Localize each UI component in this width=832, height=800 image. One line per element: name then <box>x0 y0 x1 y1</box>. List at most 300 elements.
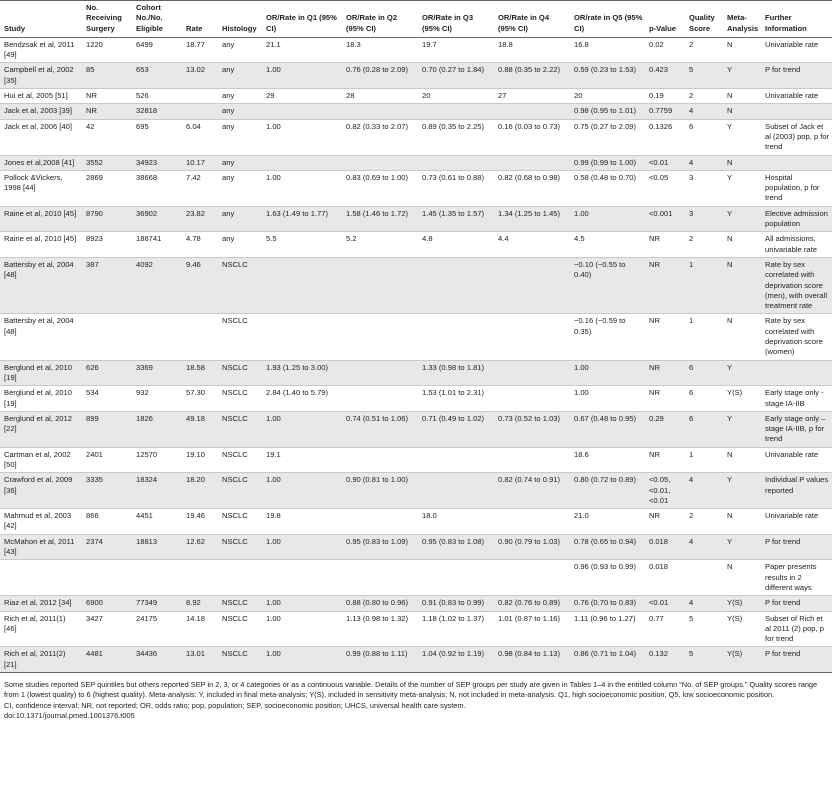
cell-or-q3 <box>418 473 494 509</box>
cell-p-value: <0.01 <box>645 596 685 611</box>
cell-further-information: Elective admission population <box>761 206 832 232</box>
cell-study: Berglund et al, 2010 [19] <box>0 386 82 412</box>
cell-histology: any <box>218 119 262 155</box>
cell-rate: 13.02 <box>182 63 218 89</box>
cell-p-value: NR <box>645 257 685 313</box>
cell-histology: NSCLC <box>218 257 262 313</box>
cell-or-q2: 0.90 (0.81 to 1.00) <box>342 473 418 509</box>
cell-rate: 19.46 <box>182 509 218 535</box>
cell-further-information: P for trend <box>761 596 832 611</box>
cell-study: Riaz et al, 2012 [34] <box>0 596 82 611</box>
table-row <box>0 360 832 386</box>
cell-rate: 13.01 <box>182 647 218 673</box>
cell-cohort-no: 1826 <box>132 411 182 447</box>
cell-study: Rich et al, 2011(1) [46] <box>0 611 82 647</box>
column-header-quality-score: Quality Score <box>685 1 723 38</box>
cell-further-information: Univariable rate <box>761 37 832 63</box>
table-row <box>0 170 832 206</box>
table-row <box>0 37 832 63</box>
cell-quality-score: 2 <box>685 89 723 104</box>
cell-p-value: NR <box>645 447 685 473</box>
cell-or-q4 <box>494 386 570 412</box>
cell-meta-analysis: N <box>723 447 761 473</box>
cell-or-q5: 21.0 <box>570 509 645 535</box>
table-row <box>0 509 832 535</box>
cell-or-q2 <box>342 447 418 473</box>
cell-or-q4: 0.82 (0.74 to 0.91) <box>494 473 570 509</box>
cell-or-q4: 4.4 <box>494 232 570 258</box>
cell-p-value: <0.001 <box>645 206 685 232</box>
cell-or-q2: 5.2 <box>342 232 418 258</box>
cell-study: Raine et al, 2010 [45] <box>0 206 82 232</box>
cell-cohort-no: 4451 <box>132 509 182 535</box>
cell-or-q3: 1.18 (1.02 to 1.37) <box>418 611 494 647</box>
cell-or-q3: 20 <box>418 89 494 104</box>
cell-or-q5: 0.75 (0.27 to 2.09) <box>570 119 645 155</box>
column-header-study: Study <box>0 1 82 38</box>
cell-or-q2 <box>342 509 418 535</box>
cell-rate: 18.77 <box>182 37 218 63</box>
cell-or-q2 <box>342 560 418 596</box>
table-row <box>0 104 832 119</box>
cell-rate: 8.92 <box>182 596 218 611</box>
cell-meta-analysis: Y(S) <box>723 386 761 412</box>
cell-p-value: 0.02 <box>645 37 685 63</box>
cell-or-q1 <box>262 155 342 170</box>
cell-histology: NSCLC <box>218 386 262 412</box>
cell-cohort-no: 34923 <box>132 155 182 170</box>
cell-or-q4: 1.34 (1.25 to 1.45) <box>494 206 570 232</box>
cell-further-information <box>761 155 832 170</box>
cell-or-q1: 1.00 <box>262 473 342 509</box>
table-header-row <box>0 1 832 38</box>
column-header-meta-analysis: Meta-Analysis <box>723 1 761 38</box>
cell-or-q2: 1.58 (1.46 to 1.72) <box>342 206 418 232</box>
cell-histology: NSCLC <box>218 314 262 360</box>
cell-study: Berglund et al, 2010 [19] <box>0 360 82 386</box>
cell-histology: NSCLC <box>218 411 262 447</box>
table-row <box>0 447 832 473</box>
cell-or-q5: 0.59 (0.23 to 1.53) <box>570 63 645 89</box>
cell-meta-analysis: Y <box>723 170 761 206</box>
cell-or-q1 <box>262 314 342 360</box>
cell-rate: 19.10 <box>182 447 218 473</box>
cell-or-q3 <box>418 257 494 313</box>
cell-or-q1: 19.8 <box>262 509 342 535</box>
column-header-histology: Histology <box>218 1 262 38</box>
cell-or-q4: 0.82 (0.76 to 0.89) <box>494 596 570 611</box>
cell-meta-analysis: N <box>723 257 761 313</box>
table-row <box>0 232 832 258</box>
cell-cohort-no: 932 <box>132 386 182 412</box>
cell-rate: 4.78 <box>182 232 218 258</box>
cell-or-q1 <box>262 104 342 119</box>
cell-p-value: 0.77 <box>645 611 685 647</box>
cell-or-q2: 0.88 (0.80 to 0.96) <box>342 596 418 611</box>
cell-no-receiving-surgery: 8790 <box>82 206 132 232</box>
cell-histology: any <box>218 37 262 63</box>
cell-further-information <box>761 104 832 119</box>
cell-p-value: NR <box>645 509 685 535</box>
cell-further-information: Subset of Rich et al 2011 (2) pop, p for trend <box>761 611 832 647</box>
cell-further-information: Subset of Jack et al (2003) pop, p for trend <box>761 119 832 155</box>
cell-rate: 9.46 <box>182 257 218 313</box>
cell-histology: any <box>218 155 262 170</box>
cell-p-value: NR <box>645 314 685 360</box>
cell-or-q2: 1.13 (0.98 to 1.32) <box>342 611 418 647</box>
table-row <box>0 314 832 360</box>
cell-or-q2: 28 <box>342 89 418 104</box>
cell-or-q5: 0.80 (0.72 to 0.89) <box>570 473 645 509</box>
cell-or-q1: 1.00 <box>262 170 342 206</box>
cell-quality-score: 1 <box>685 257 723 313</box>
cell-or-q2 <box>342 104 418 119</box>
cell-or-q4: 0.88 (0.35 to 2.22) <box>494 63 570 89</box>
column-header-or-q4: OR/Rate in Q4 (95% CI) <box>494 1 570 38</box>
cell-histology: NSCLC <box>218 611 262 647</box>
cell-or-q2: 0.82 (0.33 to 2.07) <box>342 119 418 155</box>
cell-rate: 49.18 <box>182 411 218 447</box>
cell-histology: NSCLC <box>218 473 262 509</box>
cell-or-q2: 0.74 (0.51 to 1.06) <box>342 411 418 447</box>
cell-study <box>0 560 82 596</box>
cell-quality-score: 3 <box>685 170 723 206</box>
cell-quality-score: 5 <box>685 611 723 647</box>
table-row <box>0 257 832 313</box>
cell-further-information: Hospital population, p for trend <box>761 170 832 206</box>
cell-meta-analysis: Y <box>723 534 761 560</box>
cell-study: Jones et al,2008 [41] <box>0 155 82 170</box>
cell-study: Berglund et al, 2012 [22] <box>0 411 82 447</box>
cell-or-q4 <box>494 560 570 596</box>
cell-quality-score: 6 <box>685 386 723 412</box>
cell-or-q5: 0.67 (0.48 to 0.95) <box>570 411 645 447</box>
cell-or-q2 <box>342 257 418 313</box>
cell-or-q5: 20 <box>570 89 645 104</box>
cell-or-q5: 0.98 (0.95 to 1.01) <box>570 104 645 119</box>
cell-histology: NSCLC <box>218 647 262 673</box>
cell-or-q1: 1.00 <box>262 647 342 673</box>
cell-quality-score: 6 <box>685 360 723 386</box>
cell-study: Hui et al, 2005 [51] <box>0 89 82 104</box>
cell-study: McMahon et al, 2011 [43] <box>0 534 82 560</box>
cell-quality-score: 4 <box>685 155 723 170</box>
cell-meta-analysis: Y(S) <box>723 596 761 611</box>
cell-further-information: Univariable rate <box>761 509 832 535</box>
cell-or-q5: 1.11 (0.96 to 1.27) <box>570 611 645 647</box>
table-row <box>0 206 832 232</box>
cell-or-q2: 0.95 (0.83 to 1.09) <box>342 534 418 560</box>
cell-study: Mahmud et al, 2003 [42] <box>0 509 82 535</box>
cell-quality-score: 6 <box>685 411 723 447</box>
cell-histology: any <box>218 206 262 232</box>
cell-or-q3: 0.91 (0.83 to 0.99) <box>418 596 494 611</box>
cell-or-q3: 18.0 <box>418 509 494 535</box>
cell-p-value: 0.1326 <box>645 119 685 155</box>
cell-meta-analysis: Y <box>723 206 761 232</box>
cell-or-q3 <box>418 155 494 170</box>
cell-or-q5: 1.00 <box>570 206 645 232</box>
cell-cohort-no: 4092 <box>132 257 182 313</box>
cell-further-information: Early stage only – stage IA-IIB, p for trend <box>761 411 832 447</box>
cell-or-q5: 0.96 (0.93 to 0.99) <box>570 560 645 596</box>
footnote-main: Some studies reported SEP quintiles but others reported SEP in 2, 3, or 4 categories or as a continuous variable. Details of the number of SEP groups per study are given in Tables 1–4 in the entitled column “No. of SEP groups.” Quality scores range from 1 (lowest quality) to 6 (highest quality). Meta-analysis: Y, included in final meta-analysis; Y(S), included in sensitivity meta-analysis; N, not included in meta-analysis. Q1, high socioeconomic position, Q5, low socioeconomic position. <box>4 680 818 700</box>
cell-p-value: NR <box>645 232 685 258</box>
cell-p-value: 0.018 <box>645 534 685 560</box>
cell-no-receiving-surgery: 3427 <box>82 611 132 647</box>
cell-histology: NSCLC <box>218 360 262 386</box>
cell-no-receiving-surgery: 2374 <box>82 534 132 560</box>
cell-histology: any <box>218 170 262 206</box>
cell-or-q4: 0.82 (0.68 to 0.98) <box>494 170 570 206</box>
cell-rate <box>182 560 218 596</box>
cell-quality-score: 2 <box>685 232 723 258</box>
cell-p-value: NR <box>645 386 685 412</box>
cell-study: Jack et al, 2003 [39] <box>0 104 82 119</box>
cell-p-value: <0.05 <box>645 170 685 206</box>
cell-cohort-no: 526 <box>132 89 182 104</box>
cell-or-q5: 0.58 (0.48 to 0.70) <box>570 170 645 206</box>
column-header-or-q2: OR/Rate in Q2 (95% CI) <box>342 1 418 38</box>
cell-cohort-no: 6499 <box>132 37 182 63</box>
cell-rate: 10.17 <box>182 155 218 170</box>
cell-or-q1: 1.63 (1.49 to 1.77) <box>262 206 342 232</box>
cell-histology: any <box>218 89 262 104</box>
cell-or-q4 <box>494 155 570 170</box>
cell-or-q3: 1.53 (1.01 to 2.31) <box>418 386 494 412</box>
cell-rate: 18.58 <box>182 360 218 386</box>
cell-study: Battersby et al, 2004 [48] <box>0 314 82 360</box>
cell-cohort-no: 18324 <box>132 473 182 509</box>
column-header-or-q5: OR/rate in Q5 (95% CI) <box>570 1 645 38</box>
cell-no-receiving-surgery: 534 <box>82 386 132 412</box>
cell-or-q3: 1.04 (0.92 to 1.19) <box>418 647 494 673</box>
cell-or-q4 <box>494 509 570 535</box>
cell-p-value: 0.132 <box>645 647 685 673</box>
column-header-rate: Rate <box>182 1 218 38</box>
cell-rate <box>182 104 218 119</box>
cell-further-information: Univariable rate <box>761 89 832 104</box>
table-row <box>0 63 832 89</box>
cell-cohort-no: 695 <box>132 119 182 155</box>
cell-quality-score: 1 <box>685 447 723 473</box>
cell-or-q4 <box>494 360 570 386</box>
cell-or-q5: −0.10 (−0.55 to 0.40) <box>570 257 645 313</box>
cell-or-q1: 19.1 <box>262 447 342 473</box>
cell-quality-score: 2 <box>685 37 723 63</box>
column-header-or-q1: OR/Rate in Q1 (95% CI) <box>262 1 342 38</box>
cell-meta-analysis: Y(S) <box>723 647 761 673</box>
cell-p-value: <0.01 <box>645 155 685 170</box>
cell-or-q5: 1.00 <box>570 360 645 386</box>
cell-meta-analysis: Y <box>723 473 761 509</box>
cell-no-receiving-surgery: 42 <box>82 119 132 155</box>
cell-further-information: Univariable rate <box>761 447 832 473</box>
cell-cohort-no: 24175 <box>132 611 182 647</box>
cell-p-value: 0.29 <box>645 411 685 447</box>
column-header-or-q3: OR/Rate in Q3 (95% CI) <box>418 1 494 38</box>
cell-cohort-no: 186741 <box>132 232 182 258</box>
cell-rate: 7.42 <box>182 170 218 206</box>
footnote-doi: doi:10.1371/journal.pmed.1001376.t005 <box>4 711 135 721</box>
cell-study: Jack et al, 2006 [40] <box>0 119 82 155</box>
cell-study: Cartman et al, 2002 [50] <box>0 447 82 473</box>
cell-or-q2: 0.83 (0.69 to 1.00) <box>342 170 418 206</box>
cell-quality-score: 2 <box>685 509 723 535</box>
table-row <box>0 473 832 509</box>
table-row <box>0 386 832 412</box>
cell-study: Battersby et al, 2004 [48] <box>0 257 82 313</box>
cell-p-value: 0.423 <box>645 63 685 89</box>
cell-p-value: 0.7759 <box>645 104 685 119</box>
cell-or-q3: 19.7 <box>418 37 494 63</box>
cell-cohort-no: 34436 <box>132 647 182 673</box>
cell-meta-analysis: Y <box>723 63 761 89</box>
cell-or-q3: 0.71 (0.49 to 1.02) <box>418 411 494 447</box>
cell-no-receiving-surgery: 2401 <box>82 447 132 473</box>
cell-or-q1: 2.84 (1.40 to 5.79) <box>262 386 342 412</box>
cell-study: Bendzsak et al, 2011 [49] <box>0 37 82 63</box>
cell-histology: NSCLC <box>218 596 262 611</box>
cell-or-q3: 1.45 (1.35 to 1.57) <box>418 206 494 232</box>
cell-or-q1: 1.93 (1.25 to 3.00) <box>262 360 342 386</box>
cell-or-q1: 1.00 <box>262 63 342 89</box>
cell-or-q5: 4.5 <box>570 232 645 258</box>
cell-or-q3 <box>418 560 494 596</box>
cell-or-q3 <box>418 314 494 360</box>
cell-or-q1 <box>262 257 342 313</box>
cell-further-information: Individual P values reported <box>761 473 832 509</box>
cell-histology: any <box>218 104 262 119</box>
cell-no-receiving-surgery: NR <box>82 89 132 104</box>
table-body <box>0 37 832 672</box>
footnote-abbreviations: CI, confidence interval; NR, not reported; OR, odds ratio; pop, population; SEP, socioeconomic position; UHCS, universal health care system. <box>4 700 466 710</box>
cell-meta-analysis: Y(S) <box>723 611 761 647</box>
cell-cohort-no: 3369 <box>132 360 182 386</box>
cell-no-receiving-surgery: 866 <box>82 509 132 535</box>
cell-or-q1: 29 <box>262 89 342 104</box>
cell-or-q4: 18.8 <box>494 37 570 63</box>
cell-or-q5: −0.16 (−0.59 to 0.35) <box>570 314 645 360</box>
cell-no-receiving-surgery: 4481 <box>82 647 132 673</box>
cell-quality-score: 4 <box>685 473 723 509</box>
cell-cohort-no: 36902 <box>132 206 182 232</box>
cell-or-q2 <box>342 155 418 170</box>
cell-or-q1: 5.5 <box>262 232 342 258</box>
cell-or-q3 <box>418 447 494 473</box>
cell-histology: any <box>218 232 262 258</box>
cell-or-q3 <box>418 104 494 119</box>
cell-quality-score: 4 <box>685 596 723 611</box>
cell-meta-analysis: N <box>723 560 761 596</box>
cell-histology: NSCLC <box>218 447 262 473</box>
cell-quality-score: 5 <box>685 647 723 673</box>
cell-or-q5: 0.78 (0.65 to 0.94) <box>570 534 645 560</box>
cell-no-receiving-surgery <box>82 314 132 360</box>
cell-no-receiving-surgery: 3552 <box>82 155 132 170</box>
cell-or-q2: 0.76 (0.28 to 2.09) <box>342 63 418 89</box>
cell-meta-analysis: N <box>723 89 761 104</box>
cell-meta-analysis: N <box>723 37 761 63</box>
cell-cohort-no: 18813 <box>132 534 182 560</box>
cell-no-receiving-surgery: 387 <box>82 257 132 313</box>
cell-or-q3: 0.70 (0.27 to 1.84) <box>418 63 494 89</box>
cell-meta-analysis: Y <box>723 360 761 386</box>
cell-cohort-no: 38668 <box>132 170 182 206</box>
cell-or-q4: 0.16 (0.03 to 0.73) <box>494 119 570 155</box>
table-row <box>0 560 832 596</box>
cell-study: Campbell et al, 2002 [35] <box>0 63 82 89</box>
cell-rate: 57.30 <box>182 386 218 412</box>
cell-histology: NSCLC <box>218 534 262 560</box>
column-header-cohort-no: Cohort No./No. Eligible <box>132 1 182 38</box>
cell-or-q5: 1.00 <box>570 386 645 412</box>
cell-further-information: Early stage only - stage IA-IIB <box>761 386 832 412</box>
cell-quality-score: 1 <box>685 314 723 360</box>
cell-meta-analysis: N <box>723 232 761 258</box>
cell-or-q1: 21.1 <box>262 37 342 63</box>
cell-or-q5: 16.8 <box>570 37 645 63</box>
cell-or-q4: 1.01 (0.87 to 1.16) <box>494 611 570 647</box>
table-row <box>0 596 832 611</box>
table-row <box>0 155 832 170</box>
cell-p-value: 0.19 <box>645 89 685 104</box>
cell-further-information: Paper presents results in 2 different ways <box>761 560 832 596</box>
cell-cohort-no: 12570 <box>132 447 182 473</box>
column-header-further-information: Further Information <box>761 1 832 38</box>
cell-or-q1: 1.00 <box>262 119 342 155</box>
cell-no-receiving-surgery <box>82 560 132 596</box>
cell-further-information: All admissions, univariable rate <box>761 232 832 258</box>
cell-quality-score: 6 <box>685 119 723 155</box>
cell-or-q2: 18.3 <box>342 37 418 63</box>
cell-further-information: P for trend <box>761 647 832 673</box>
cell-no-receiving-surgery: 1220 <box>82 37 132 63</box>
cell-or-q5: 0.76 (0.70 to 0.83) <box>570 596 645 611</box>
cell-p-value: <0.05, <0.01, <0.01 <box>645 473 685 509</box>
table-row <box>0 647 832 673</box>
cell-or-q3: 1.33 (0.98 to 1.81) <box>418 360 494 386</box>
table-row <box>0 534 832 560</box>
cell-or-q2 <box>342 360 418 386</box>
cell-further-information: Rate by sex correlated with deprivation score (men), with overall treatment rate <box>761 257 832 313</box>
cell-cohort-no <box>132 560 182 596</box>
cell-or-q1 <box>262 560 342 596</box>
cell-study: Raine et al, 2010 [45] <box>0 232 82 258</box>
cell-or-q1: 1.00 <box>262 596 342 611</box>
cell-or-q1: 1.00 <box>262 534 342 560</box>
cell-no-receiving-surgery: NR <box>82 104 132 119</box>
cell-or-q3: 4.8 <box>418 232 494 258</box>
cell-or-q2 <box>342 314 418 360</box>
table-row <box>0 89 832 104</box>
cell-or-q5: 0.86 (0.71 to 1.04) <box>570 647 645 673</box>
cell-rate: 6.04 <box>182 119 218 155</box>
table-row <box>0 411 832 447</box>
cell-no-receiving-surgery: 85 <box>82 63 132 89</box>
cell-further-information: P for trend <box>761 534 832 560</box>
cell-cohort-no: 32818 <box>132 104 182 119</box>
cell-rate: 14.18 <box>182 611 218 647</box>
cell-no-receiving-surgery: 3335 <box>82 473 132 509</box>
cell-or-q4: 0.98 (0.84 to 1.13) <box>494 647 570 673</box>
table-row <box>0 611 832 647</box>
cell-or-q4 <box>494 104 570 119</box>
column-header-no-receiving-surgery: No. Receiving Surgery <box>82 1 132 38</box>
cell-quality-score <box>685 560 723 596</box>
cell-or-q4: 0.73 (0.52 to 1.03) <box>494 411 570 447</box>
cell-histology <box>218 560 262 596</box>
